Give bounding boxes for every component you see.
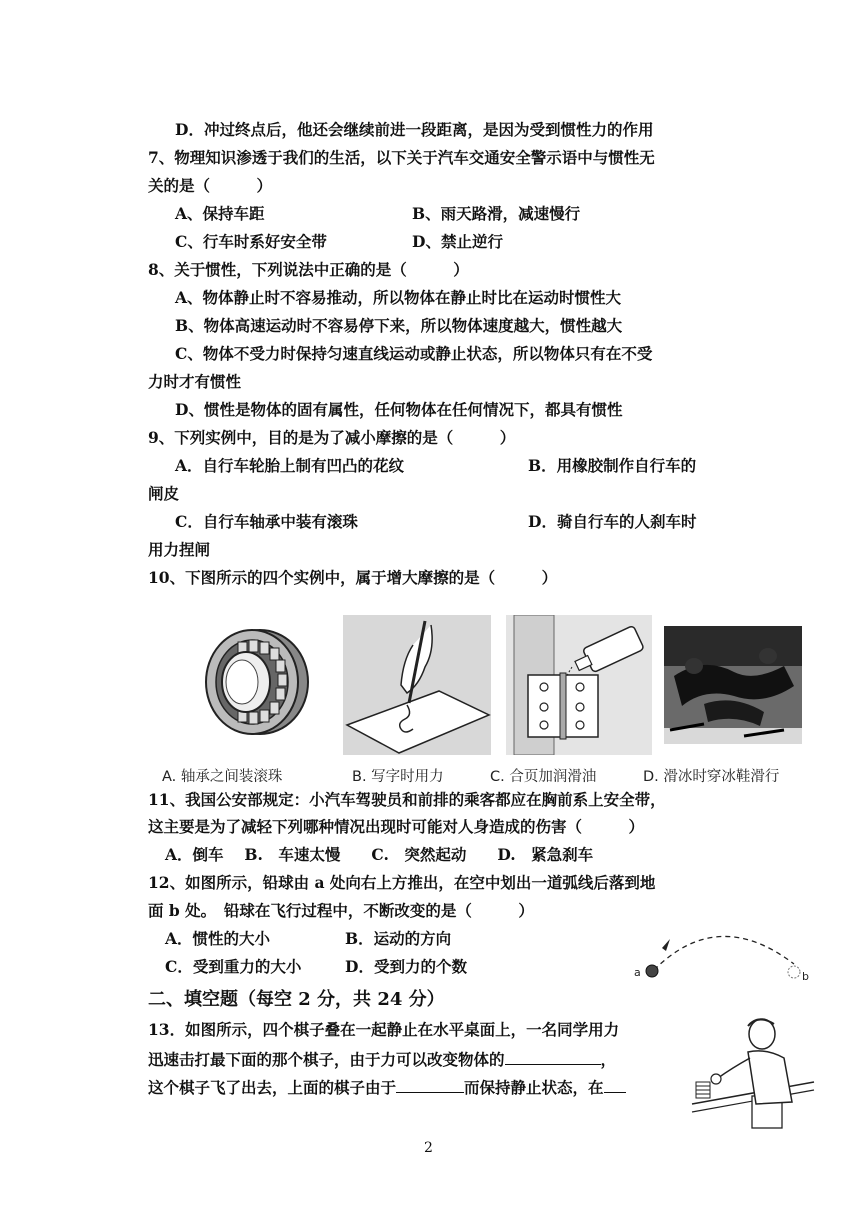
q7-option-c: C、行车时系好安全带 bbox=[175, 232, 327, 251]
q10-caption-c: C. 合页加润滑油 bbox=[490, 769, 597, 785]
q8-option-b: B、物体高速运动时不容易停下来，所以物体速度越大，惯性越大 bbox=[175, 316, 623, 335]
q9-option-d-line2: 用力捏闸 bbox=[148, 540, 211, 559]
page-number: 2 bbox=[424, 1140, 433, 1156]
q13-line3-text2: 而保持静止状态，在 bbox=[464, 1078, 604, 1097]
q7-stem-line2: 关的是（ ） bbox=[148, 176, 273, 195]
q8-option-d: D、惯性是物体的固有属性，任何物体在任何情况下，都具有惯性 bbox=[175, 400, 623, 419]
q8-option-a: A、物体静止时不容易推动，所以物体在静止时比在运动时惯性大 bbox=[175, 288, 622, 307]
q6-option-d: D．冲过终点后，他还会继续前进一段距离，是因为受到惯性力的作用 bbox=[175, 120, 654, 139]
q13-stem-line3 bbox=[148, 1076, 626, 1098]
q9-option-a: A．自行车轮胎上制有凹凸的花纹 bbox=[175, 456, 405, 475]
q12-stem-line1: 12、如图所示，铅球由 a 处向右上方推出，在空中划出一道弧线后落到地 bbox=[148, 873, 656, 892]
q11-options: A．倒车 B. 车速太慢 C. 突然起动 D. 紧急刹车 bbox=[165, 845, 594, 864]
q12-option-d: D．受到力的个数 bbox=[345, 957, 467, 976]
q12-stem-line2: 面 b 处。 铅球在飞行过程中，不断改变的是（ ） bbox=[148, 901, 534, 920]
q10-caption-a: A. 轴承之间装滚珠 bbox=[162, 769, 283, 785]
q13-line2-comma: ， bbox=[600, 1050, 617, 1069]
label-point-b: b bbox=[802, 970, 809, 983]
q10-stem: 10、下图所示的四个实例中，属于增大摩擦的是（ ） bbox=[148, 568, 558, 587]
q13-blank-1[interactable] bbox=[505, 1048, 601, 1065]
q9-option-d-line1: D．骑自行车的人刹车时 bbox=[528, 512, 697, 531]
q13-line3-text: 这个棋子飞了出去，上面的棋子由于 bbox=[148, 1078, 397, 1097]
writing-figure bbox=[343, 615, 491, 755]
bearing-figure bbox=[196, 620, 316, 740]
q13-line2-text: 迅速击打最下面的那个棋子，由于力可以改变物体的 bbox=[148, 1050, 505, 1069]
label-point-a: a bbox=[634, 966, 641, 979]
q13-blank-3[interactable] bbox=[604, 1076, 626, 1093]
q9-option-b-line1: B．用橡胶制作自行车的 bbox=[528, 456, 697, 475]
skating-photo bbox=[664, 626, 802, 744]
section-heading: 二、填空题（每空 2 分，共 24 分） bbox=[148, 989, 445, 1010]
shot-put-trajectory-figure bbox=[628, 920, 818, 990]
q13-blank-2[interactable] bbox=[396, 1076, 464, 1093]
q8-option-c-line1: C、物体不受力时保持匀速直线运动或静止状态，所以物体只有在不受 bbox=[175, 344, 653, 363]
q8-stem: 8、关于惯性，下列说法中正确的是（ ） bbox=[148, 260, 469, 279]
q11-stem-line1: 11、我国公安部规定：小汽车驾驶员和前排的乘客都应在胸前系上安全带， bbox=[148, 790, 666, 809]
trajectory-arrow-icon bbox=[662, 939, 670, 951]
q7-stem-line1: 7、物理知识渗透于我们的生活，以下关于汽车交通安全警示语中与惯性无 bbox=[148, 148, 655, 167]
q13-student-figure bbox=[688, 1012, 818, 1132]
q10-caption-b: B. 写字时用力 bbox=[352, 769, 444, 785]
q7-option-b: B、雨天路滑，减速慢行 bbox=[412, 204, 581, 223]
q9-option-b-line2: 闸皮 bbox=[148, 484, 180, 503]
q12-option-b: B．运动的方向 bbox=[345, 929, 452, 948]
q8-option-c-line2: 力时才有惯性 bbox=[148, 372, 242, 391]
q9-stem: 9、下列实例中，目的是为了减小摩擦的是（ ） bbox=[148, 428, 516, 447]
q7-option-a: A、保持车距 bbox=[175, 204, 265, 223]
q12-option-a: A．惯性的大小 bbox=[165, 929, 271, 948]
q11-stem-line2: 这主要是为了减轻下列哪种情况出现时可能对人身造成的伤害（ ） bbox=[148, 817, 645, 836]
q9-option-c: C．自行车轴承中装有滚珠 bbox=[175, 512, 358, 531]
q7-option-d: D、禁止逆行 bbox=[412, 232, 503, 251]
hinge-figure bbox=[506, 615, 652, 755]
q13-stem-line2 bbox=[148, 1048, 616, 1070]
q10-caption-d: D. 滑冰时穿冰鞋滑行 bbox=[643, 769, 780, 785]
q12-option-c: C．受到重力的大小 bbox=[165, 957, 302, 976]
q13-stem-line1: 13．如图所示，四个棋子叠在一起静止在水平桌面上，一名同学用力 bbox=[148, 1020, 620, 1039]
